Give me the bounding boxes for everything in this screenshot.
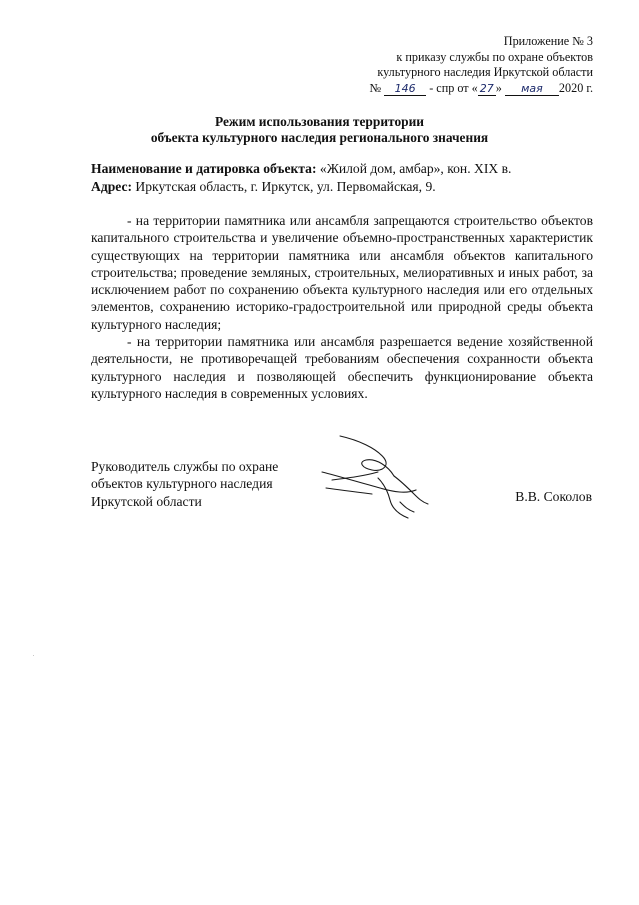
order-day-handwritten: 27: [479, 81, 494, 95]
order-day-close: »: [495, 80, 502, 95]
object-name-value: «Жилой дом, амбар», кон. XIX в.: [319, 161, 512, 176]
signatory-position-line2: объектов культурного наследия: [91, 476, 273, 492]
object-name-label: Наименование и датировка объекта:: [91, 161, 317, 176]
object-address-value: Иркутская область, г. Иркутск, ул. Первомайская, 9.: [135, 179, 436, 194]
prohibition-paragraph: - на территории памятника или ансамбля запрещаются строительство объектов капитального строительства и увеличение объемно-пространственных характеристик существующих на территории памятника или ансамбля объектов капитального строительства; проведение земляных, строительных, мелиоративных и иных работ, за исключением работ по сохранению объекта культурного наследия или его отдельных элементов, сохранению историко-градостроительной или природной среды объекта культурного наследия;: [91, 213, 593, 332]
scan-artifact: [33, 655, 34, 656]
order-number-handwritten: 146: [384, 82, 426, 96]
signatory-position-line1: Руководитель службы по охране: [91, 459, 279, 474]
order-date-prefix: - спр от «: [429, 80, 478, 95]
permission-paragraph: - на территории памятника или ансамбля разрешается ведение хозяйственной деятельности, не противоречащей требованиям обеспечения сохранности объекта культурного наследия и позволяющей обеспечить функционирование объекта культурного наследия в современных условиях.: [91, 334, 593, 401]
object-address-label: Адрес:: [91, 179, 133, 194]
object-address-line: [91, 178, 436, 195]
document-title: Режим использования территории: [214, 114, 425, 129]
handwritten-signature: [318, 432, 436, 524]
document-subtitle: объекта культурного наследия регионального значения: [150, 130, 489, 145]
appendix-order-ref: к приказу службы по охране объектов: [396, 49, 593, 64]
appendix-title: Приложение № 3: [503, 34, 593, 48]
appendix-header: [369, 34, 593, 96]
signatory-position: [91, 458, 278, 510]
signatory-position-line3: Иркутской области: [91, 493, 202, 509]
regime-text: [91, 212, 593, 402]
order-year: 2020 г.: [558, 80, 593, 95]
order-number-prefix: №: [369, 80, 382, 95]
signatory-name: В.В. Соколов: [515, 489, 592, 504]
object-name-line: [91, 160, 511, 177]
appendix-authority: культурного наследия Иркутской области: [377, 65, 593, 79]
order-month-handwritten: мая: [505, 82, 559, 96]
order-number-line: [369, 81, 593, 97]
